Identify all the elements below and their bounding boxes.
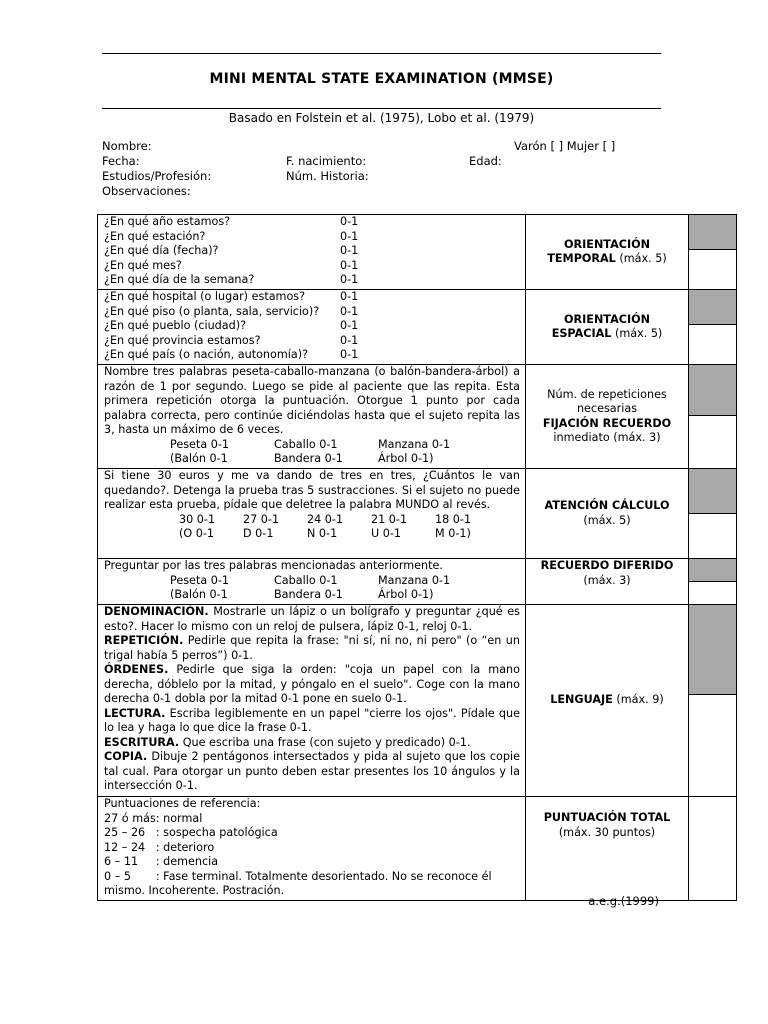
atencion-instructions — [98, 469, 526, 559]
question-text: ¿En qué día de la semana? — [104, 273, 255, 286]
spelling-item: N 0-1 — [307, 527, 338, 540]
word-item: Caballo 0-1 — [274, 437, 338, 451]
section-atencion-calculo — [98, 469, 737, 559]
score-entry[interactable] — [689, 416, 736, 468]
espacial-score-box[interactable] — [689, 290, 737, 365]
score-shaded — [689, 290, 736, 325]
score-shaded — [689, 365, 736, 416]
question-text: ¿En qué provincia estamos? — [104, 333, 261, 347]
section-fijacion-recuerdo — [98, 365, 737, 469]
lenguaje-instructions — [98, 605, 526, 797]
word-item: Árbol 0-1) — [378, 452, 434, 465]
score-entry[interactable] — [689, 514, 736, 558]
label-note: Núm. de repeticiones necesarias — [547, 387, 667, 415]
recuerdo-label — [526, 559, 689, 605]
label-bold: ESPACIAL — [551, 327, 612, 340]
recuerdo-instructions — [98, 559, 526, 605]
reference-line: 0 – 5 : Fase terminal. Totalmente desorientado. No se reconoce él mismo. Incoherente. Postración. — [104, 869, 496, 897]
spelling-item: D 0-1 — [243, 527, 274, 540]
page-subtitle: Basado en Folstein et al. (1975), Lobo et al. (1979) — [228, 111, 535, 125]
item-text: Escriba legiblemente en un papel "cierre los ojos". Pídale que lo lea y haga lo que dice la frase 0-1. — [104, 706, 520, 734]
spelling-item: U 0-1 — [371, 527, 402, 540]
label-max: (máx. 3) — [583, 573, 631, 587]
lectura-item — [104, 707, 520, 736]
question-row — [104, 319, 520, 334]
word-item: Manzana 0-1 — [378, 573, 451, 587]
question-score: 0-1 — [340, 319, 359, 332]
question-score: 0-1 — [340, 304, 359, 318]
label-bold: TEMPORAL — [547, 252, 616, 265]
escritura-item — [104, 736, 520, 751]
section-lenguaje — [98, 605, 737, 797]
temporal-score-box[interactable] — [689, 215, 737, 290]
score-shaded — [689, 559, 736, 582]
temporal-questions — [98, 215, 526, 290]
word-item: (Balón 0-1 — [170, 452, 228, 465]
word-item: Peseta 0-1 — [170, 573, 230, 587]
spelling-list — [104, 527, 520, 542]
label-max: (máx. 5) — [611, 327, 663, 340]
page-title: MINI MENTAL STATE EXAMINATION (MMSE) — [209, 71, 554, 87]
score-entry[interactable] — [689, 250, 736, 289]
question-score: 0-1 — [340, 215, 359, 228]
total-label — [526, 797, 689, 901]
word-list — [104, 438, 520, 453]
title-rule — [102, 108, 661, 109]
espacial-label — [526, 290, 689, 365]
word-list-alt — [104, 452, 520, 467]
spelling-item: M 0-1) — [435, 527, 471, 540]
question-row — [104, 305, 520, 320]
item-text: Que escriba una frase (con sujeto y predicado) 0-1. — [179, 735, 471, 749]
question-score: 0-1 — [340, 258, 359, 272]
question-score: 0-1 — [340, 273, 359, 286]
word-item: Caballo 0-1 — [274, 573, 338, 587]
score-entry[interactable] — [689, 325, 736, 364]
question-row — [104, 244, 520, 259]
word-item: Manzana 0-1 — [378, 437, 451, 451]
edad-label: Edad: — [469, 154, 502, 168]
item-text: Pedirle que repita la frase: "ni sí, ni no, ni pero" (o “en un trigal había 5 perros”) 0-1. — [104, 634, 520, 662]
label-max: (máx. 30 puntos) — [558, 825, 656, 839]
item-heading: LECTURA. — [104, 706, 166, 720]
question-row — [104, 273, 520, 288]
fijacion-instructions — [98, 365, 526, 469]
sex-field: Varón [ ] Mujer [ ] — [514, 139, 616, 153]
question-score: 0-1 — [340, 229, 359, 243]
recuerdo-score-box[interactable] — [689, 559, 737, 605]
spelling-item: (O 0-1 — [179, 527, 214, 540]
question-text: ¿En qué año estamos? — [104, 215, 231, 228]
fijacion-label — [526, 365, 689, 469]
atencion-score-box[interactable] — [689, 469, 737, 559]
question-score: 0-1 — [340, 333, 359, 347]
subtraction-item: 24 0-1 — [307, 512, 344, 526]
score-shaded — [689, 215, 736, 250]
item-heading: ESCRITURA. — [104, 735, 180, 749]
question-text: ¿En qué día (fecha)? — [104, 244, 219, 257]
label-max: (máx. 5) — [615, 252, 667, 265]
question-row — [104, 215, 520, 230]
subtraction-item: 21 0-1 — [371, 512, 408, 526]
ordenes-item — [104, 663, 520, 707]
observaciones-label: Observaciones: — [102, 184, 191, 198]
reference-line: 6 – 11 : demencia — [104, 855, 219, 868]
question-row — [104, 259, 520, 274]
word-item: Peseta 0-1 — [170, 437, 230, 451]
subtraction-list — [104, 513, 520, 528]
question-text: ¿En qué piso (o planta, sala, servicio)? — [104, 304, 320, 318]
footer-credit: a.e.g.(1999) — [588, 894, 659, 908]
espacial-questions — [98, 290, 526, 365]
label-bold: LENGUAJE — [550, 693, 613, 707]
reference-line: Puntuaciones de referencia: — [104, 797, 261, 810]
word-item: Bandera 0-1 — [274, 588, 343, 601]
item-text: Pedirle que siga la orden: "coja un papel con la mano derecha, dóblelo por la mitad, y póngalo en el suelo". Coge con la mano derecha 0-1 dobla por la mitad 0-1 pone en suelo 0-1. — [104, 663, 520, 705]
copia-item — [104, 750, 520, 794]
word-list — [104, 574, 520, 589]
recuerdo-text: Preguntar por las tres palabras mencionadas anteriormente. — [104, 559, 443, 572]
section-recuerdo-diferido — [98, 559, 737, 605]
subtraction-item: 18 0-1 — [435, 512, 472, 526]
item-text: Dibuje 2 pentágonos intersectados y pida al sujeto que los copie tal cual. Para otorgar un punto deben estar presentes los 10 ángulos y la intersección 0-1. — [104, 750, 520, 792]
atencion-label — [526, 469, 689, 559]
section-orientacion-temporal — [98, 215, 737, 290]
label-bold: ORIENTACIÓN — [564, 237, 650, 251]
top-rule — [102, 53, 661, 54]
question-row — [104, 334, 520, 349]
reference-line: 25 – 26 : sospecha patológica — [104, 826, 278, 839]
reference-line: 27 ó más: normal — [104, 811, 203, 825]
word-item: Árbol 0-1) — [378, 588, 434, 601]
mmse-table — [97, 214, 737, 901]
label-bold: PUNTUACIÓN TOTAL — [543, 811, 671, 824]
atencion-text: Si tiene 30 euros y me va dando de tres en tres, ¿Cuántos le van quedando?. Detenga la prueba tras 5 sustracciones. Si el sujeto no puede realizar esta prueba, pídale que deletree la palabra MUNDO al revés. — [104, 469, 520, 511]
label-max: (máx. 9) — [612, 693, 664, 707]
lenguaje-label — [526, 605, 689, 797]
denominacion-item — [104, 605, 520, 634]
fecha-label: Fecha: — [102, 154, 140, 168]
subtraction-item: 27 0-1 — [243, 512, 280, 526]
repeticion-item — [104, 634, 520, 663]
question-text: ¿En qué pueblo (ciudad)? — [104, 319, 247, 332]
score-shaded — [689, 605, 736, 695]
word-item: Bandera 0-1 — [274, 452, 343, 465]
historia-label: Núm. Historia: — [286, 169, 369, 183]
fijacion-text: Nombre tres palabras peseta-caballo-manzana (o balón-bandera-árbol) a razón de 1 por segundo. Luego se pide al paciente que las repita. Esta primera repetición otorga la puntuación. Otorgue 1 punto por cada palabra correcta, pero continúe diciéndolas hasta que el sujeto repita las 3, hasta un máximo de 6 veces. — [104, 365, 520, 436]
label-bold: RECUERDO DIFERIDO — [540, 559, 674, 572]
estudios-label: Estudios/Profesión: — [102, 169, 212, 183]
word-item: (Balón 0-1 — [170, 588, 228, 601]
nacimiento-label: F. nacimiento: — [286, 154, 367, 168]
question-score: 0-1 — [340, 244, 359, 257]
reference-scores — [98, 797, 526, 901]
nombre-label: Nombre: — [102, 139, 152, 153]
question-score: 0-1 — [340, 290, 359, 303]
label-bold: FIJACIÓN RECUERDO — [542, 416, 672, 430]
item-heading: REPETICIÓN. — [104, 634, 184, 647]
subtraction-item: 30 0-1 — [179, 512, 216, 526]
question-row — [104, 230, 520, 245]
label-bold: ATENCIÓN CÁLCULO — [544, 499, 670, 512]
question-score: 0-1 — [340, 348, 359, 361]
section-orientacion-espacial — [98, 290, 737, 365]
reference-line: 12 – 24 : deterioro — [104, 840, 215, 854]
lenguaje-score-box[interactable] — [689, 605, 737, 797]
question-text: ¿En qué hospital (o lugar) estamos? — [104, 290, 306, 303]
total-score-box[interactable] — [689, 797, 737, 901]
score-entry[interactable] — [689, 695, 736, 796]
item-heading: ÓRDENES. — [104, 663, 169, 676]
section-puntuacion-total — [98, 797, 737, 901]
fijacion-score-box[interactable] — [689, 365, 737, 469]
item-heading: DENOMINACIÓN. — [104, 605, 209, 618]
temporal-label — [526, 215, 689, 290]
score-shaded — [689, 469, 736, 514]
question-row — [104, 290, 520, 305]
word-list-alt — [104, 588, 520, 603]
question-row — [104, 348, 520, 363]
label-bold: ORIENTACIÓN — [564, 312, 650, 326]
score-entry[interactable] — [689, 582, 736, 604]
question-text: ¿En qué estación? — [104, 229, 206, 243]
label-max: (máx. 5) — [583, 513, 631, 527]
label-max: inmediato (máx. 3) — [553, 431, 661, 444]
question-text: ¿En qué país (o nación, autonomía)? — [104, 348, 309, 361]
item-heading: COPIA. — [104, 750, 148, 763]
item-text: Mostrarle un lápiz o un bolígrafo y preguntar ¿qué es esto?. Hacer lo mismo con un reloj de pulsera, lápiz 0-1, reloj 0-1. — [104, 605, 520, 633]
question-text: ¿En qué mes? — [104, 258, 182, 272]
